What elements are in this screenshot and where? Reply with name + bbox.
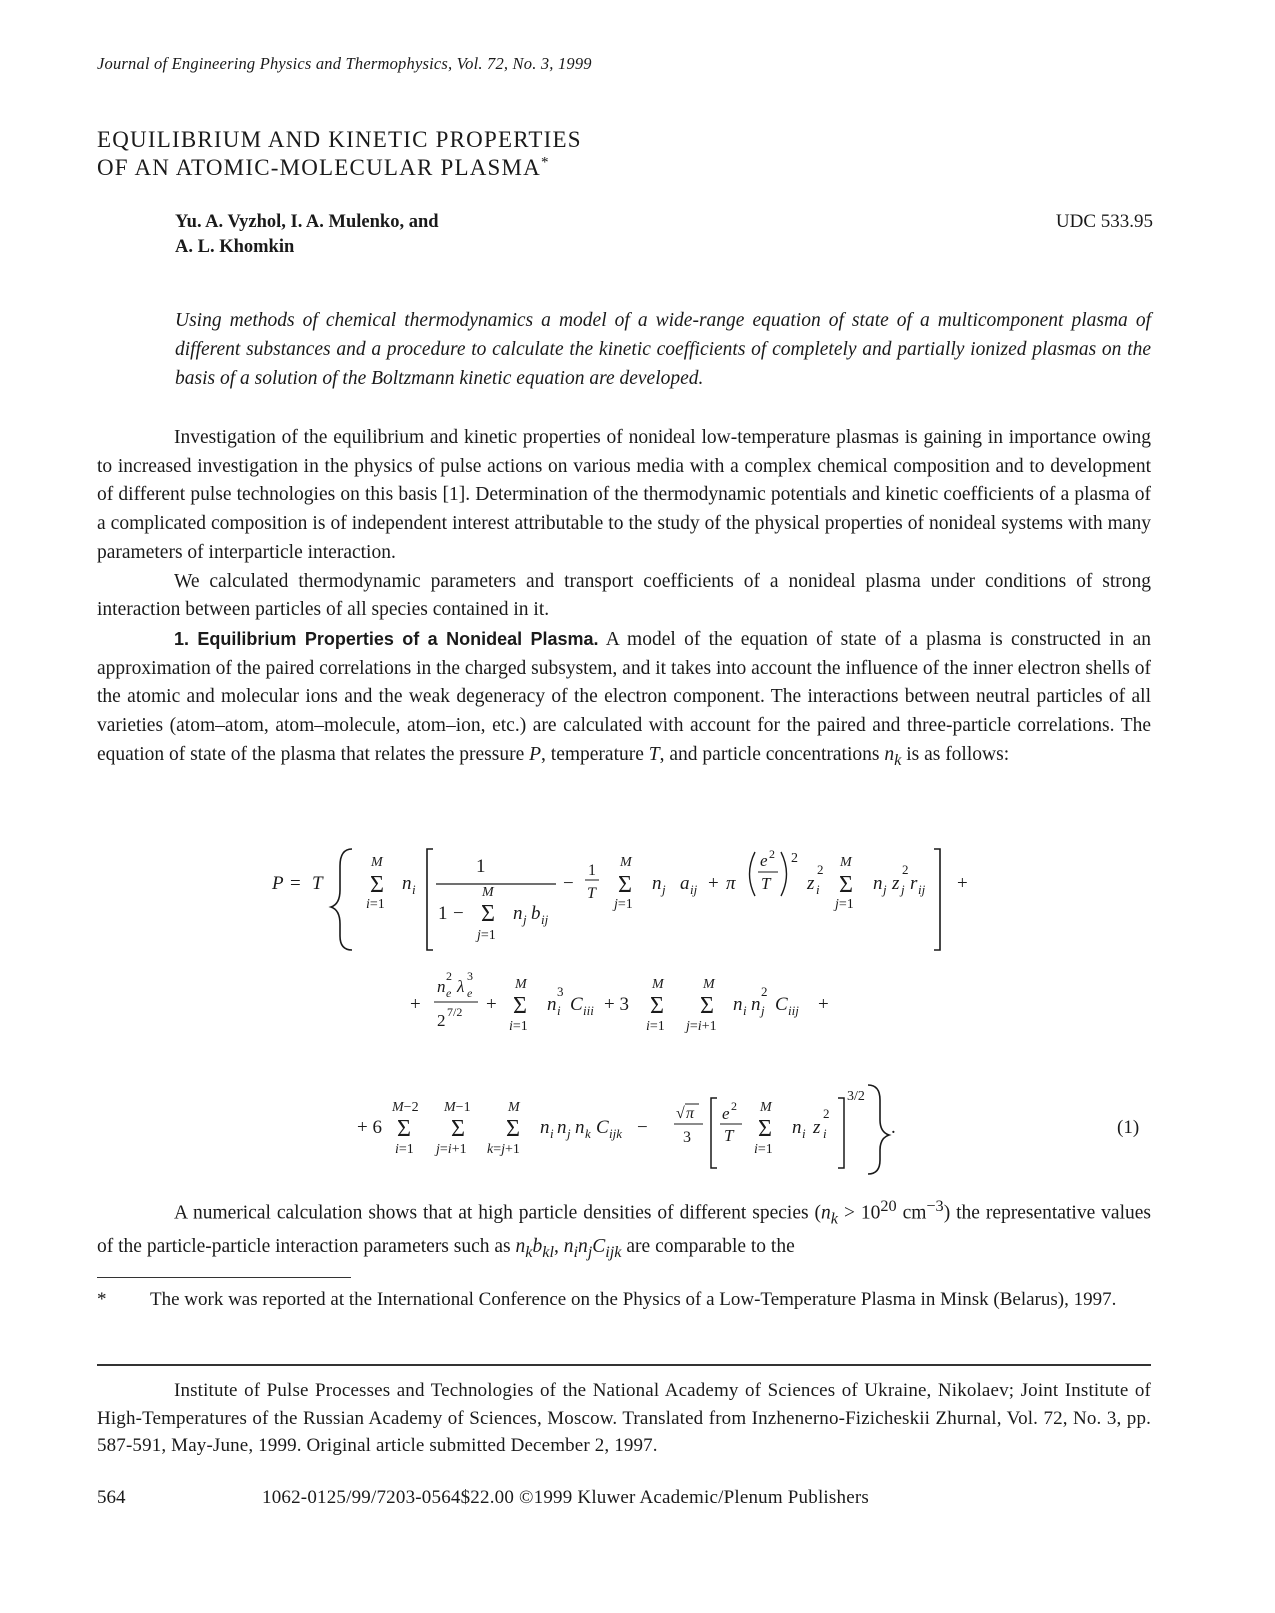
svg-text:C: C — [596, 1117, 609, 1138]
symbol-ijk-sub: ijk — [605, 1242, 622, 1261]
symbol-T: T — [648, 743, 660, 765]
svg-text:n: n — [547, 994, 557, 1015]
svg-text:C: C — [775, 994, 788, 1015]
svg-text:Σ: Σ — [700, 993, 714, 1019]
svg-text:k: k — [585, 1126, 591, 1141]
svg-text:Σ: Σ — [839, 872, 853, 898]
svg-text:n: n — [792, 1117, 802, 1138]
svg-text:b: b — [531, 903, 541, 924]
title-footnote-mark: * — [540, 154, 550, 171]
equation-line-3 — [357, 1085, 1139, 1174]
title-line-2: OF AN ATOMIC-MOLECULAR PLASMA — [97, 155, 541, 180]
svg-text:M: M — [703, 977, 715, 992]
footnote-mark: * — [97, 1289, 107, 1310]
svg-text:2: 2 — [817, 862, 824, 877]
svg-text:3: 3 — [467, 969, 473, 983]
symbol-n: n — [884, 743, 895, 765]
svg-text:2: 2 — [902, 862, 909, 877]
svg-text:Σ: Σ — [650, 993, 664, 1019]
affiliation-rule — [97, 1364, 1151, 1366]
page-number: 564 — [97, 1487, 126, 1508]
symbol-kl-sub: kl — [542, 1242, 554, 1261]
footnote-text: The work was reported at the International Conference on the Physics of a Low-Temperature Plasma in Minsk (Belarus), 1997. — [150, 1289, 1117, 1310]
paragraph-2: We calculated thermodynamic parameters and transport coefficients of a nonideal plasma under conditions of strong interaction between particles of all species contained in it. — [97, 570, 1151, 621]
publisher-line: 1062-0125/99/7203-0564$22.00 ©1999 Kluwer Academic/Plenum Publishers — [262, 1487, 869, 1508]
symbol-n-5: n — [577, 1236, 588, 1258]
footnote — [97, 1286, 1151, 1313]
svg-text:T: T — [761, 874, 771, 893]
udc-code: UDC 533.95 — [1055, 211, 1153, 232]
paragraph-3-text-b: , temperature — [541, 743, 649, 765]
svg-text:i: i — [816, 882, 820, 897]
equation-number: (1) — [1117, 1117, 1140, 1138]
svg-text:+ 6: + 6 — [357, 1117, 382, 1138]
paper-title — [97, 126, 582, 182]
svg-text:π: π — [686, 1105, 695, 1122]
svg-text:M: M — [652, 977, 664, 992]
svg-text:n: n — [402, 873, 412, 894]
svg-text:n: n — [540, 1117, 550, 1138]
svg-text:T: T — [312, 873, 323, 894]
svg-text:i: i — [802, 1126, 806, 1141]
svg-text:i=1: i=1 — [395, 1142, 414, 1157]
svg-text:j: j — [901, 882, 905, 897]
footnote-rule — [97, 1277, 351, 1278]
symbol-n-3: n — [515, 1236, 526, 1258]
svg-text:iij: iij — [788, 1003, 799, 1018]
svg-text:3: 3 — [557, 984, 564, 999]
svg-text:2: 2 — [437, 1011, 446, 1030]
svg-text:j=1: j=1 — [477, 928, 496, 943]
density-unit: cm — [896, 1202, 927, 1224]
svg-text:n: n — [751, 994, 761, 1015]
svg-text:z: z — [813, 1117, 821, 1138]
body-text — [97, 424, 1151, 774]
svg-text:.: . — [891, 1117, 896, 1138]
svg-text:M: M — [620, 855, 632, 870]
svg-text:j: j — [662, 882, 666, 897]
svg-text:i=1: i=1 — [366, 897, 385, 912]
svg-text:M−1: M−1 — [444, 1100, 471, 1115]
svg-text:+ 3: + 3 — [604, 994, 629, 1015]
svg-text:n: n — [733, 994, 743, 1015]
svg-text:e: e — [722, 1104, 730, 1123]
symbol-j-sub: j — [587, 1242, 593, 1261]
equation-line-1 — [271, 847, 968, 950]
svg-text:j: j — [567, 1126, 571, 1141]
svg-text:+: + — [486, 994, 497, 1015]
comma: , — [553, 1236, 564, 1258]
svg-text:2: 2 — [769, 847, 775, 861]
svg-text:z: z — [807, 873, 815, 894]
paragraph-4-text-c: are comparable to the — [621, 1236, 795, 1258]
paragraph-3-text-d: is as follows: — [901, 743, 1010, 765]
svg-text:j: j — [761, 1003, 765, 1018]
title-line-1: EQUILIBRIUM AND KINETIC PROPERTIES — [97, 127, 582, 152]
svg-text:i: i — [550, 1126, 554, 1141]
svg-text:j=1: j=1 — [614, 897, 633, 912]
svg-text:j: j — [883, 882, 887, 897]
svg-text:ijk: ijk — [609, 1126, 622, 1141]
symbol-k-sub-3: k — [525, 1242, 533, 1261]
symbol-i-sub: i — [573, 1242, 578, 1261]
symbol-C: C — [592, 1236, 606, 1258]
equation-line-2 — [410, 969, 829, 1034]
abstract: Using methods of chemical thermodynamics a model of a wide-range equation of state of a multicomponent plasma of different substances and a procedure to calculate the kinetic coefficients of completely and partially ionized plasmas on the basis of a solution of the Boltzmann kinetic equation are developed. — [175, 310, 1151, 389]
svg-text:2: 2 — [791, 851, 798, 866]
author-list — [175, 210, 439, 260]
svg-text:3: 3 — [683, 1129, 691, 1146]
authors-line-2: A. L. Khomkin — [175, 237, 295, 257]
svg-text:Σ: Σ — [370, 872, 384, 898]
symbol-n-2: n — [821, 1202, 831, 1224]
svg-text:ij: ij — [918, 882, 926, 897]
svg-text:+: + — [708, 873, 719, 894]
paragraph-4 — [97, 1192, 1151, 1267]
svg-text:Σ: Σ — [481, 901, 495, 927]
svg-text:1: 1 — [476, 856, 486, 877]
svg-text:iii: iii — [583, 1003, 594, 1018]
svg-text:n: n — [557, 1117, 567, 1138]
unit-exponent: −3 — [926, 1197, 944, 1215]
svg-text:Σ: Σ — [758, 1116, 772, 1142]
svg-text:3/2: 3/2 — [847, 1089, 865, 1104]
symbol-k-sub-2: k — [830, 1209, 838, 1228]
svg-text:i=1: i=1 — [754, 1142, 773, 1157]
svg-text:Σ: Σ — [506, 1116, 520, 1142]
svg-text:i: i — [557, 1003, 561, 1018]
svg-text:−: − — [563, 873, 574, 894]
svg-text:Σ: Σ — [451, 1116, 465, 1142]
svg-text:M: M — [371, 855, 383, 870]
symbol-P: P — [529, 743, 542, 765]
journal-header: Journal of Engineering Physics and Thermophysics, Vol. 72, No. 3, 1999 — [97, 54, 592, 73]
paragraph-4-text-b: ) the representative values of the particle-particle interaction parameters such as — [97, 1202, 1151, 1258]
affiliation: Institute of Pulse Processes and Technologies of the National Academy of Sciences of Ukraine, Nikolaev; Joint Institute of High-Temperatures of the Russian Academy of Sciences, Moscow. Translated from Inzhenerno-Fizicheskii Zhurnal, Vol. 72, No. 3, pp. 587-591, May-June, 1999. Original article submitted December 2, 1997. — [97, 1380, 1151, 1456]
svg-text:i: i — [743, 1003, 747, 1018]
svg-text:+: + — [957, 873, 968, 894]
svg-text:n: n — [513, 903, 523, 924]
svg-text:M: M — [508, 1100, 520, 1115]
svg-text:+: + — [818, 994, 829, 1015]
svg-text:1: 1 — [438, 903, 448, 924]
svg-text:i=1: i=1 — [509, 1019, 528, 1034]
svg-text:M−2: M−2 — [392, 1100, 419, 1115]
svg-text:2: 2 — [823, 1106, 830, 1121]
svg-text:M: M — [482, 885, 494, 900]
svg-text:n: n — [873, 873, 883, 894]
symbol-b: b — [532, 1236, 543, 1258]
svg-text:λ: λ — [457, 977, 465, 996]
section-heading: 1. Equilibrium Properties of a Nonideal Plasma. — [174, 628, 599, 649]
svg-text:ij: ij — [541, 912, 549, 927]
svg-text:M: M — [840, 855, 852, 870]
svg-text:Σ: Σ — [513, 993, 527, 1019]
paragraph-4-text-a: A numerical calculation shows that at high particle densities of different species ( — [174, 1202, 822, 1224]
paragraph-3-text-c: , and particle concentrations — [659, 743, 885, 765]
svg-text:M: M — [515, 977, 527, 992]
svg-text:2: 2 — [731, 1099, 737, 1113]
svg-text:n: n — [652, 873, 662, 894]
svg-text:i=1: i=1 — [646, 1019, 665, 1034]
svg-text:e: e — [467, 986, 473, 1000]
svg-text:r: r — [910, 873, 918, 894]
svg-text:=: = — [290, 873, 301, 894]
svg-text:+: + — [410, 994, 421, 1015]
svg-text:T: T — [587, 885, 596, 902]
svg-text:Σ: Σ — [618, 872, 632, 898]
svg-text:π: π — [726, 873, 736, 894]
svg-text:M: M — [760, 1100, 772, 1115]
svg-text:j: j — [523, 912, 527, 927]
svg-text:n: n — [575, 1117, 585, 1138]
svg-text:i: i — [823, 1126, 827, 1141]
symbol-k-sub: k — [894, 750, 902, 769]
svg-text:2: 2 — [446, 969, 452, 983]
svg-text:√: √ — [676, 1105, 685, 1122]
svg-text:j=1: j=1 — [835, 897, 854, 912]
svg-text:k=j+1: k=j+1 — [487, 1142, 520, 1157]
paragraph-3-text-a: A model of the equation of state of a plasma is constructed in an approximation of the paired correlations in the charged subsystem, and it takes into account the influence of the inner electron shells of the atomic and molecular ions and the weak degeneracy of the electron component. The interactions between neutral particles of all varieties (atom–atom, atom–molecule, atom–ion, etc.) are calculated with account for the paired and three-particle correlations. The equation of state of the plasma that relates the pressure — [97, 628, 1151, 765]
density-exponent: 20 — [880, 1197, 897, 1215]
svg-text:Σ: Σ — [397, 1116, 411, 1142]
svg-text:C: C — [570, 994, 583, 1015]
svg-text:e: e — [446, 986, 452, 1000]
paragraph-1: Investigation of the equilibrium and kinetic properties of nonideal low-temperature plasmas is gaining in importance owing to increased investigation in the physics of pulse actions on various media with a complex chemical composition and to development of different pulse technologies on this basis [1]. Determination of the thermodynamic potentials and kinetic coefficients of a plasma of a complicated composition is of independent interest attributable to the study of the physical properties of nonideal systems with many parameters of interparticle interaction. — [97, 427, 1151, 563]
svg-text:e: e — [760, 851, 768, 870]
svg-text:−: − — [453, 903, 464, 924]
svg-text:−: − — [637, 1117, 648, 1138]
svg-text:j=i+1: j=i+1 — [436, 1142, 467, 1157]
svg-text:z: z — [892, 873, 900, 894]
svg-text:1: 1 — [588, 862, 596, 879]
svg-text:i: i — [412, 882, 416, 897]
svg-text:ij: ij — [690, 882, 698, 897]
authors-line-1: Yu. A. Vyzhol, I. A. Mulenko, and — [175, 212, 439, 232]
svg-text:T: T — [724, 1126, 734, 1145]
svg-text:a: a — [680, 873, 690, 894]
symbol-n-4: n — [563, 1236, 574, 1258]
svg-text:P: P — [272, 873, 284, 894]
svg-text:2: 2 — [761, 984, 768, 999]
svg-text:7/2: 7/2 — [447, 1005, 463, 1019]
density-threshold: > 10 — [838, 1202, 881, 1224]
svg-text:j=i+1: j=i+1 — [686, 1019, 717, 1034]
svg-text:n: n — [437, 977, 446, 996]
paragraph-3 — [97, 625, 1151, 774]
